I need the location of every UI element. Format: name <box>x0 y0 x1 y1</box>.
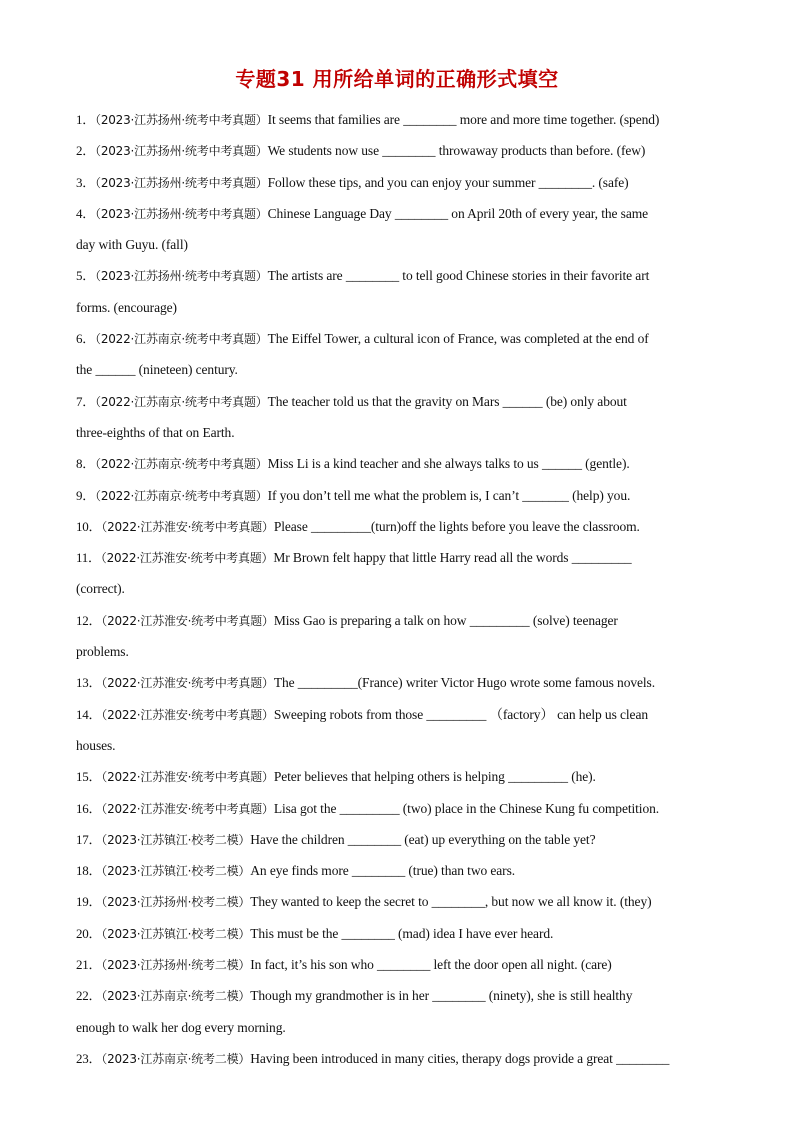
question-line <box>76 886 736 917</box>
question-text: Peter believes that helping others is helping _________ (he). <box>273 769 596 785</box>
question-source: （2023·江苏扬州·统考二模） <box>101 958 251 973</box>
question-continuation-line <box>76 730 736 761</box>
question-line <box>76 260 736 291</box>
question-number: 1． <box>76 112 96 127</box>
question-continuation-line <box>76 417 736 448</box>
question-line <box>76 542 736 573</box>
question-text: Follow these tips, and you can enjoy your summer ________. (safe) <box>267 174 629 190</box>
question-text: forms. (encourage) <box>76 299 177 315</box>
question-text: The teacher told us that the gravity on Mars ______ (be) only about <box>267 393 627 409</box>
question-number: 13． <box>76 675 102 691</box>
question-text: They wanted to keep the secret to ________, but now we all know it. (they) <box>250 894 652 910</box>
question-line <box>76 386 736 417</box>
question-number: 5． <box>76 268 96 284</box>
question-text: An eye finds more ________ (true) than two ears. <box>250 863 516 879</box>
question-text: Mr Brown felt happy that little Harry read all the words _________ <box>273 550 632 566</box>
question-text: It seems that families are ________ more and more time together. (spend) <box>267 112 660 127</box>
question-text: Miss Gao is preparing a talk on how _________ (solve) teenager <box>273 612 618 628</box>
question-continuation-line <box>76 1012 736 1043</box>
question-text: This must be the ________ (mad) idea I have ever heard. <box>250 925 554 941</box>
question-line <box>76 949 736 980</box>
question-continuation-line <box>76 292 736 323</box>
question-line <box>76 104 736 135</box>
question-text: We students now use ________ throwaway products than before. (few) <box>267 143 646 159</box>
question-continuation-line <box>76 229 736 260</box>
question-source: （2023·江苏扬州·统考中考真题） <box>95 175 268 190</box>
question-text: The artists are ________ to tell good Chinese stories in their favorite art <box>267 268 650 284</box>
question-number: 19． <box>76 894 102 910</box>
question-source: （2022·江苏淮安·统考中考真题） <box>101 801 274 816</box>
question-text: Miss Li is a kind teacher and she always talks to us ______ (gentle). <box>267 456 630 472</box>
question-number: 4． <box>76 205 96 221</box>
question-text: day with Guyu. (fall) <box>76 237 188 253</box>
question-source: （2022·江苏淮安·统考中考真题） <box>101 613 274 628</box>
question-text: the ______ (nineteen) century. <box>76 362 238 378</box>
question-line <box>76 793 736 824</box>
question-text: Please _________(turn)off the lights before you leave the classroom. <box>273 518 640 534</box>
question-source: （2023·江苏扬州·校考二模） <box>101 895 251 910</box>
question-text: The Eiffel Tower, a cultural icon of France, was completed at the end of <box>267 331 649 347</box>
question-text: Sweeping robots from those _________ （factory） can help us clean <box>273 706 648 722</box>
question-continuation-line <box>76 354 736 385</box>
question-text: Have the children ________ (eat) up everything on the table yet? <box>250 831 596 847</box>
question-number: 2． <box>76 143 96 159</box>
question-number: 3． <box>76 174 96 190</box>
question-number: 22． <box>76 988 102 1004</box>
question-source: （2023·江苏南京·统考二模） <box>101 989 251 1004</box>
question-continuation-line <box>76 636 736 667</box>
question-list <box>76 104 736 1074</box>
question-source: （2022·江苏南京·统考中考真题） <box>95 394 268 409</box>
question-line <box>76 198 736 229</box>
question-source: （2022·江苏淮安·统考中考真题） <box>101 676 274 691</box>
question-number: 8． <box>76 456 96 472</box>
question-number: 21． <box>76 957 102 973</box>
question-line <box>76 1043 736 1074</box>
question-continuation-line <box>76 573 736 604</box>
question-line <box>76 667 736 698</box>
question-line <box>76 761 736 792</box>
question-line <box>76 323 736 354</box>
question-source: （2022·江苏淮安·统考中考真题） <box>100 551 274 566</box>
question-text: three-eighths of that on Earth. <box>76 424 235 440</box>
question-number: 15． <box>76 769 102 785</box>
question-source: （2022·江苏淮安·统考中考真题） <box>101 770 274 785</box>
question-number: 12． <box>76 612 102 628</box>
question-text: Though my grandmother is in her ________ (ninety), she is still healthy <box>250 988 633 1004</box>
question-line <box>76 980 736 1011</box>
question-text: Lisa got the _________ (two) place in the Chinese Kung fu competition. <box>273 800 660 816</box>
question-text: The _________(France) writer Victor Hugo wrote some famous novels. <box>273 675 655 691</box>
question-source: （2023·江苏镇江·校考二模） <box>101 926 251 941</box>
question-source: （2022·江苏南京·统考中考真题） <box>95 488 268 503</box>
question-text: problems. <box>76 644 129 660</box>
question-line <box>76 855 736 886</box>
question-line <box>76 448 736 479</box>
question-line <box>76 605 736 636</box>
question-source: （2022·江苏南京·统考中考真题） <box>95 332 268 347</box>
question-number: 18． <box>76 863 102 879</box>
question-number: 9． <box>76 487 96 503</box>
question-text: In fact, it’s his son who ________ left the door open all night. (care) <box>250 957 612 973</box>
question-source: （2023·江苏镇江·校考二模） <box>101 864 251 879</box>
question-text: If you don’t tell me what the problem is, I can’t _______ (help) you. <box>267 487 631 503</box>
question-text: Having been introduced in many cities, therapy dogs provide a great ________ <box>250 1050 670 1066</box>
question-source: （2022·江苏淮安·统考中考真题） <box>101 707 274 722</box>
question-number: 20． <box>76 925 102 941</box>
question-source: （2023·江苏扬州·统考中考真题） <box>95 113 268 127</box>
question-line <box>76 824 736 855</box>
question-line <box>76 918 736 949</box>
question-number: 17． <box>76 831 102 847</box>
question-number: 11． <box>76 550 101 566</box>
question-text: Chinese Language Day ________ on April 20th of every year, the same <box>267 205 648 221</box>
question-line <box>76 699 736 730</box>
question-source: （2023·江苏扬州·统考中考真题） <box>95 144 268 159</box>
question-source: （2023·江苏扬州·统考中考真题） <box>95 206 268 221</box>
question-number: 7． <box>76 393 96 409</box>
question-text: (correct). <box>76 581 125 597</box>
question-number: 16． <box>76 800 102 816</box>
page-title: 专题31 用所给单词的正确形式填空 <box>235 67 559 91</box>
question-source: （2023·江苏南京·统考二模） <box>101 1051 251 1066</box>
question-text: enough to walk her dog every morning. <box>76 1019 286 1035</box>
question-source: （2023·江苏扬州·统考中考真题） <box>95 269 268 284</box>
question-number: 10． <box>76 518 102 534</box>
question-line <box>76 135 736 166</box>
question-number: 6． <box>76 331 96 347</box>
question-line <box>76 167 736 198</box>
question-source: （2023·江苏镇江·校考二模） <box>101 832 251 847</box>
question-source: （2022·江苏淮安·统考中考真题） <box>101 519 274 534</box>
question-source: （2022·江苏南京·统考中考真题） <box>95 457 268 472</box>
question-text: houses. <box>76 737 116 753</box>
question-number: 14． <box>76 706 102 722</box>
question-line <box>76 480 736 511</box>
question-number: 23． <box>76 1050 102 1066</box>
question-line <box>76 511 736 542</box>
